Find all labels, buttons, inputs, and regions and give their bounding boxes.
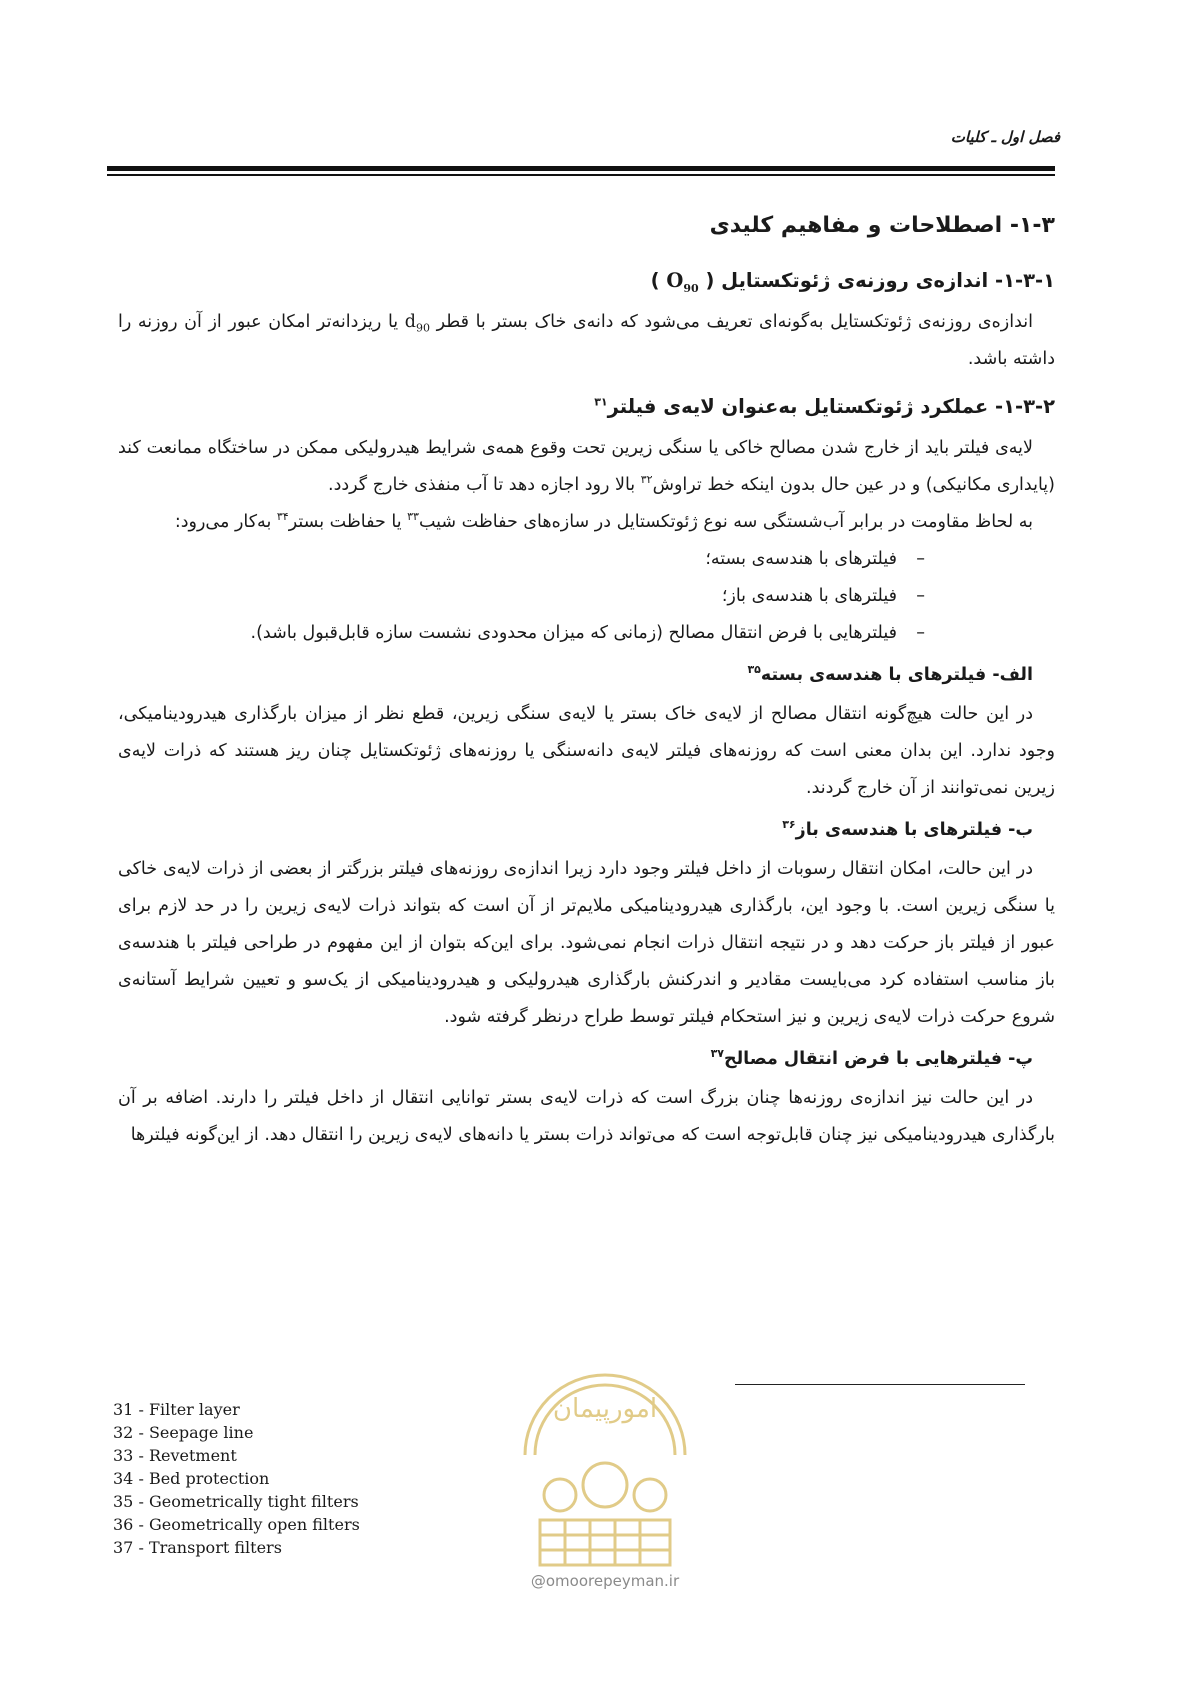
subsection1-title-text: ۱-۳-۱- اندازه‌ی روزنه‌ی ژئوتکستایل (: [705, 269, 1055, 292]
logo-lettering: امورپیمان: [552, 1394, 658, 1424]
header-rule-thick: [107, 166, 1055, 171]
footnote-ref: ۳۵: [747, 663, 761, 677]
dash-bullet: –: [916, 623, 925, 643]
gear-icon: [634, 1479, 666, 1511]
footnote-item: 31 - Filter layer: [113, 1400, 240, 1419]
footnote-item: 32 - Seepage line: [113, 1423, 254, 1442]
list-item: – فیلترهای با هندسه‌ی بسته؛: [118, 541, 925, 578]
footnote-divider: [735, 1384, 1025, 1385]
chapter-header: فصل اول ـ کلیات: [950, 128, 1060, 146]
o90-symbol: $O_{90}$: [666, 269, 699, 295]
footnote-item: 37 - Transport filters: [113, 1538, 282, 1557]
footnote-item: 33 - Revetment: [113, 1446, 237, 1465]
item-c-title: پ- فیلترهایی با فرض انتقال مصالح$^{۳۷}$: [710, 1047, 1033, 1069]
dash-bullet: –: [916, 586, 925, 606]
subsection2-title: ۱-۳-۲- عملکرد ژئوتکستایل به‌عنوان لایه‌ی فیلتر$^{۳۱}$: [594, 395, 1055, 418]
subsection2-paragraph2: به لحاظ مقاومت در برابر آب‌شستگی سه نوع ژئوتکستایل در سازه‌های حفاظت شیب$^{۳۳}$ یا حفاظت بستر$^{۳۴}$ به‌کار می‌رود:: [174, 510, 1033, 532]
footnotes: [113, 1398, 360, 1559]
watermark-logo: [495, 1335, 715, 1575]
footnote-item: 34 - Bed protection: [113, 1469, 270, 1488]
item-c-paragraph: در این حالت نیز اندازه‌ی روزنه‌ها چنان بزرگ است که ذرات لایه‌ی بستر توانایی انتقال از داخل فیلتر را دارند. اضافه بر آن بارگذاری هیدرودینامیکی نیز چنان قابل‌توجه است که می‌تواند ذرات بستر یا دانه‌های لایه‌ی زیرین را انتقال دهد. از این‌گونه فیلترها: [118, 1088, 1055, 1145]
footnote-ref: ۳۱: [594, 395, 608, 409]
item-b-title: ب- فیلترهای با هندسه‌ی باز$^{۳۶}$: [782, 818, 1033, 840]
d90-symbol: $d_{90}$: [404, 312, 430, 335]
watermark-url: @omoorepeyman.ir: [530, 1572, 680, 1590]
filter-type-list: [118, 541, 1055, 652]
subsection1-paragraph: اندازه‌ی روزنه‌ی ژئوتکستایل به‌گونه‌ای تعریف می‌شود که دانه‌ی خاک بستر با قطر $d_{90}$ یا ریزدانه‌تر امکان عبور از آن روزنه را داشته باشد.: [118, 312, 1055, 369]
footnote-ref: ۳۶: [782, 818, 796, 832]
subsection2-paragraph1: لایه‌ی فیلتر باید از خارج شدن مصالح خاکی یا سنگی زیرین تحت وقوع همه‌ی شرایط هیدرولیکی ممکن در ساختگاه ممانعت کند (پایداری مکانیکی) و در عین حال بدون اینکه خط تراوش$^{۳۲}$ بالا رود اجازه دهد تا آب منفذی خارج گردد.: [118, 438, 1055, 495]
footnote-ref: ۳۴: [276, 510, 289, 524]
gear-icon: [544, 1479, 576, 1511]
footnote-ref: ۳۳: [407, 510, 419, 524]
dash-bullet: –: [916, 549, 925, 569]
footnote-ref: ۳۲: [640, 473, 653, 487]
footnote-item: 36 - Geometrically open filters: [113, 1515, 360, 1534]
item-a-paragraph: در این حالت هیچ‌گونه انتقال مصالح از لایه‌ی خاک بستر یا لایه‌ی سنگی زیرین، قطع نظر از میزان بارگذاری هیدرودینامیکی، وجود ندارد. این بدان معنی است که روزنه‌های فیلتر لایه‌ی دانه‌سنگی یا روزنه‌های ژئوتکستایل چنان ریز هستند که ذرات لایه‌ی زیرین نمی‌توانند از آن خارج گردند.: [118, 704, 1055, 798]
page-body: [118, 190, 1055, 1154]
gear-icon: [583, 1463, 627, 1507]
grid-icon: [540, 1520, 670, 1565]
header-rule-thin: [107, 174, 1055, 176]
list-item: – فیلترهایی با فرض انتقال مصالح (زمانی که میزان محدودی نشست سازه قابل‌قبول باشد).: [118, 615, 925, 652]
list-item: – فیلترهای با هندسه‌ی باز؛: [118, 578, 925, 615]
footnote-ref: ۳۷: [710, 1047, 724, 1061]
subsection1-title: ۱-۳-۱- اندازه‌ی روزنه‌ی ژئوتکستایل ( $O_{90}$ ): [650, 269, 1055, 295]
grid-lines: [540, 1520, 670, 1565]
section-title: ۱-۳- اصطلاحات و مفاهیم کلیدی: [709, 213, 1055, 238]
item-a-title: الف- فیلترهای با هندسه‌ی بسته$^{۳۵}$: [747, 663, 1033, 685]
footnote-item: 35 - Geometrically tight filters: [113, 1492, 359, 1511]
item-b-paragraph: در این حالت، امکان انتقال رسوبات از داخل فیلتر وجود دارد زیرا اندازه‌ی روزنه‌های فیلتر بزرگتر از بعضی از ذرات لایه‌ی خاکی یا سنگی زیرین است. با وجود این، بارگذاری هیدرودینامیکی ملایم‌تر از آن است که بتواند ذرات لایه‌ی زیرین را در حد لازم برای عبور از فیلتر باز حرکت دهد و در نتیجه انتقال ذرات انجام نمی‌شود. برای این‌که بتوان از این مفهوم در طراحی فیلتر با هندسه‌ی باز مناسب استفاده کرد می‌بایست مقادیر و اندرکنش بارگذاری هیدرولیکی و هیدرودینامیکی از یک‌سو و تعیین شرایط آستانه‌ی شروع حرکت ذرات لایه‌ی زیرین و نیز استحکام فیلتر توسط طراح درنظر گرفته شود.: [118, 859, 1055, 1027]
